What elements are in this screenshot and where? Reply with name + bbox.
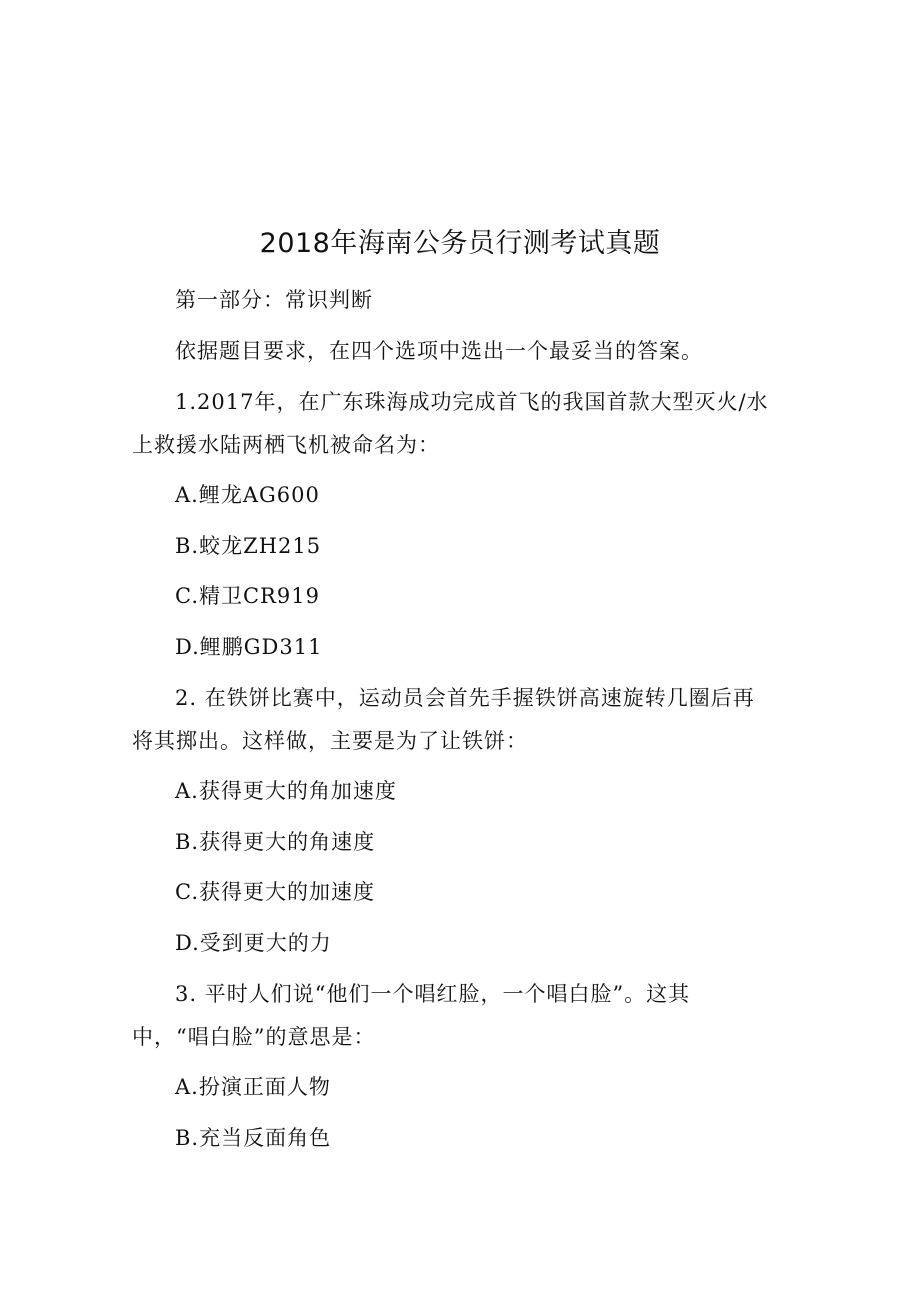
question-1-option-c: C.精卫CR919 [175, 584, 320, 608]
question-2-stem-line-1: 2. 在铁饼比赛中，运动员会首先手握铁饼高速旋转几圈后再 [175, 686, 755, 710]
question-3-stem-line-2: 中，“唱白脸”的意思是： [132, 1025, 376, 1049]
document-title: 2018年海南公务员行测考试真题 [259, 228, 661, 259]
question-1-option-b: B.蛟龙ZH215 [175, 534, 322, 558]
question-3-option-b: B.充当反面角色 [175, 1126, 332, 1150]
question-1-option-a: A.鲤龙AG600 [175, 483, 320, 507]
question-3-stem-line-1: 3. 平时人们说“他们一个唱红脸，一个唱白脸”。这其 [175, 982, 691, 1006]
instruction-text: 依据题目要求，在四个选项中选出一个最妥当的答案。 [175, 339, 703, 363]
question-3-option-a: A.扮演正面人物 [175, 1075, 331, 1099]
question-2-stem-line-2: 将其掷出。这样做，主要是为了让铁饼： [132, 729, 528, 753]
question-2-option-d: D.受到更大的力 [175, 931, 332, 955]
section-heading: 第一部分：常识判断 [175, 288, 373, 312]
question-1-stem-line-2: 上救援水陆两栖飞机被命名为： [132, 433, 440, 457]
question-1-option-d: D.鲤鹏GD311 [175, 635, 323, 659]
question-1-stem-line-1: 1.2017年，在广东珠海成功完成首飞的我国首款大型灭火/水 [175, 390, 769, 414]
question-2-option-b: B.获得更大的角速度 [175, 830, 376, 854]
question-2-option-a: A.获得更大的角加速度 [175, 779, 397, 803]
question-2-option-c: C.获得更大的加速度 [175, 880, 375, 904]
